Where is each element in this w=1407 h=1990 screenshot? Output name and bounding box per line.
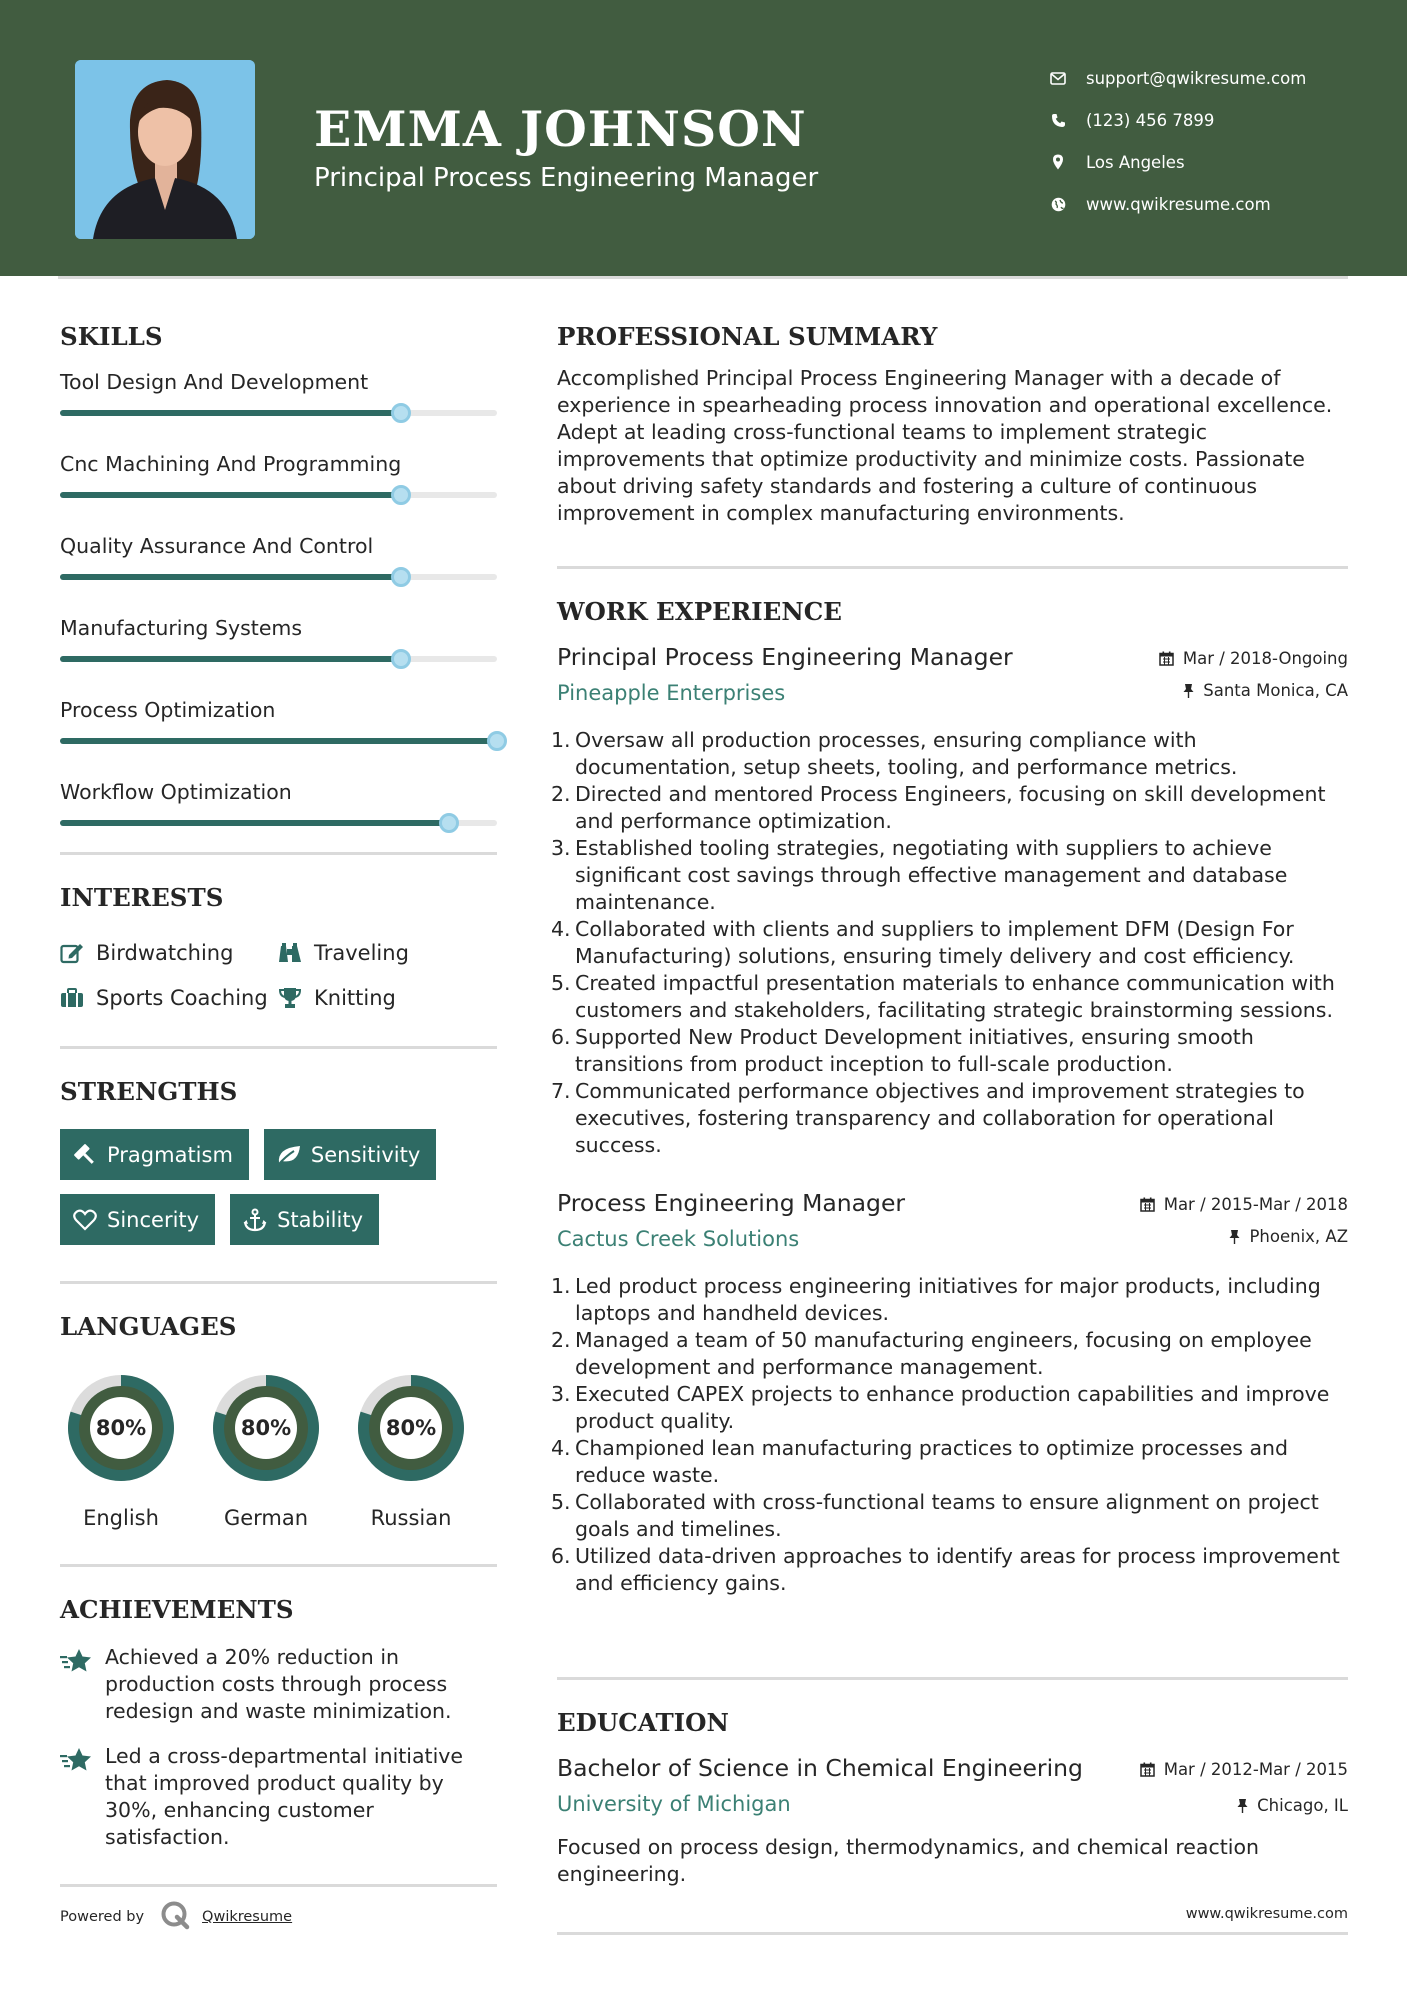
contact-location — [1050, 141, 1306, 183]
skill-bar-knob — [391, 567, 411, 587]
job-duties — [551, 1273, 1348, 1597]
powered-by — [60, 1900, 292, 1934]
globe-icon — [1050, 196, 1066, 212]
skill-bar-knob — [439, 813, 459, 833]
skill-bar — [60, 410, 497, 416]
language-item — [350, 1367, 495, 1530]
job-location-text: Phoenix, AZ — [1249, 1227, 1348, 1246]
skill-name: Quality Assurance And Control — [60, 534, 374, 558]
job-entry — [551, 1189, 1348, 1597]
skills-section — [60, 322, 497, 859]
education-date — [1140, 1760, 1348, 1779]
strength-tag — [230, 1194, 379, 1245]
candidate-title: Principal Process Engineering Manager — [314, 163, 819, 193]
job-duty: 3. Executed CAPEX projects to enhance production capabilities and improve product quality. — [551, 1382, 1330, 1433]
job-date — [1159, 649, 1348, 668]
job-duty: 5. Created impactful presentation materials to enhance communication with customers and stakeholders, facilitating strategic brainstorming sessions. — [551, 971, 1335, 1022]
job-duty: 6. Utilized data-driven approaches to identify areas for process improvement and efficiency gains. — [551, 1544, 1340, 1595]
skill-bar-fill — [60, 820, 449, 826]
education-description: Focused on process design, thermodynamics, and chemical reaction engineering. — [557, 1835, 1260, 1886]
language-percent: 80% — [385, 1416, 437, 1440]
anchor-icon — [242, 1207, 268, 1233]
skill-name: Workflow Optimization — [60, 780, 292, 804]
leaf-icon — [276, 1142, 302, 1168]
qwikresume-logo-icon — [160, 1900, 190, 1934]
contact-website-text: www.qwikresume.com — [1086, 194, 1271, 214]
job-title: Principal Process Engineering Manager — [557, 643, 1013, 671]
language-name: German — [223, 1506, 309, 1530]
summary-text: Accomplished Principal Process Engineering Manager with a decade of experience in spearheading process innovation and operational excellence. Adept at leading cross-functional teams to implement strategic improvements that optimize productivity and minimize costs. Passionate about driving safety standards and fostering a culture of continuous improvement in complex manufacturing environments. — [557, 366, 1333, 525]
education-entry — [557, 1754, 1348, 1888]
interest-label: Traveling — [314, 941, 409, 965]
language-item — [60, 1367, 205, 1530]
skill-bar-knob — [487, 731, 507, 751]
job-duty: 7. Communicated performance objectives and improvement strategies to executives, fostering transparency and collaboration for operational success. — [551, 1079, 1305, 1157]
footer-url[interactable]: www.qwikresume.com — [1185, 1906, 1348, 1922]
section-divider — [557, 566, 1348, 569]
section-divider — [60, 1884, 497, 1887]
experience-heading: WORK EXPERIENCE — [557, 597, 842, 626]
skill-bar-knob — [391, 485, 411, 505]
skill-item — [60, 531, 497, 580]
contact-website[interactable] — [1050, 183, 1306, 225]
skill-bar — [60, 574, 497, 580]
skill-name: Tool Design And Development — [60, 370, 369, 394]
strength-tag — [60, 1194, 215, 1245]
skill-name: Cnc Machining And Programming — [60, 452, 402, 476]
job-location-text: Santa Monica, CA — [1203, 681, 1348, 700]
strengths-list — [60, 1129, 497, 1245]
language-percent: 80% — [240, 1416, 292, 1440]
skills-heading: SKILLS — [60, 322, 163, 351]
school-name: University of Michigan — [557, 1792, 791, 1816]
heart-icon — [72, 1207, 98, 1233]
pushpin-icon — [1237, 1798, 1248, 1813]
job-company: Cactus Creek Solutions — [557, 1227, 800, 1251]
education-heading: EDUCATION — [557, 1708, 729, 1737]
skill-bar-fill — [60, 574, 401, 580]
job-duty: 1. Led product process engineering initiatives for major products, including laptops and handheld devices. — [551, 1274, 1321, 1325]
trophy-icon — [278, 986, 302, 1010]
job-duty: 1. Oversaw all production processes, ensuring compliance with documentation, setup sheets, tooling, and performance metrics. — [551, 728, 1238, 779]
education-location — [1237, 1796, 1348, 1815]
strength-label: Sincerity — [107, 1207, 200, 1232]
language-name: English — [83, 1506, 159, 1530]
contact-location-text: Los Angeles — [1086, 152, 1185, 172]
job-location — [1183, 681, 1348, 700]
candidate-name: EMMA JOHNSON — [314, 100, 807, 158]
pushpin-icon — [1183, 683, 1194, 698]
job-company: Pineapple Enterprises — [557, 681, 786, 705]
language-donut — [60, 1367, 182, 1489]
skill-item — [60, 777, 497, 826]
section-divider — [557, 1677, 1348, 1680]
strength-tag — [264, 1129, 436, 1180]
strengths-section — [60, 1077, 497, 1245]
interest-item — [278, 984, 497, 1012]
interest-item — [60, 984, 278, 1012]
achievements-heading: ACHIEVEMENTS — [60, 1595, 294, 1624]
strength-label: Stability — [277, 1207, 364, 1232]
section-divider — [60, 852, 497, 855]
job-duties — [551, 727, 1348, 1159]
skill-bar-fill — [60, 492, 401, 498]
binoculars-icon — [278, 941, 302, 965]
education-header — [557, 1754, 1348, 1824]
languages-heading: LANGUAGES — [60, 1312, 237, 1341]
education-date-text: Mar / 2012-Mar / 2015 — [1163, 1760, 1348, 1779]
degree-title: Bachelor of Science in Chemical Engineering — [557, 1754, 1083, 1782]
qwikresume-link[interactable]: Qwikresume — [202, 1909, 293, 1925]
strengths-heading: STRENGTHS — [60, 1077, 238, 1106]
strength-tag — [60, 1129, 249, 1180]
section-divider — [60, 1564, 497, 1567]
languages-section — [60, 1312, 497, 1530]
language-item — [205, 1367, 350, 1530]
contact-phone-text: (123) 456 7899 — [1086, 110, 1215, 130]
achievements-section — [60, 1595, 497, 1851]
education-location-text: Chicago, IL — [1257, 1796, 1348, 1815]
skill-name: Manufacturing Systems — [60, 616, 303, 640]
language-name: Russian — [370, 1506, 452, 1530]
job-duty: 5. Collaborated with cross-functional teams to ensure alignment on project goals and timelines. — [551, 1490, 1319, 1541]
skill-bar-knob — [391, 403, 411, 423]
interest-label: Knitting — [314, 986, 396, 1010]
strength-label: Sensitivity — [310, 1142, 421, 1167]
skill-bar — [60, 820, 497, 826]
envelope-icon — [1050, 70, 1066, 86]
contact-list — [1050, 57, 1306, 225]
skill-item — [60, 449, 497, 498]
skill-bar — [60, 738, 497, 744]
header-divider — [58, 276, 1348, 279]
job-duty: 4. Championed lean manufacturing practices to optimize processes and reduce waste. — [551, 1436, 1289, 1487]
gavel-icon — [72, 1142, 98, 1168]
interest-label: Sports Coaching — [96, 986, 268, 1010]
job-duty: 4. Collaborated with clients and suppliers to implement DFM (Design For Manufacturing) solutions, ensuring timely delivery and cost efficiency. — [551, 917, 1295, 968]
summary-section — [557, 322, 1348, 527]
achievement-item — [60, 1743, 497, 1851]
job-date — [1140, 1195, 1348, 1214]
achievement-text: Led a cross-departmental initiative that improved product quality by 30%, enhancing customer satisfaction. — [105, 1744, 464, 1849]
interests-list — [60, 939, 497, 1012]
skill-bar-fill — [60, 656, 401, 662]
map-pin-icon — [1050, 154, 1066, 170]
job-location — [1229, 1227, 1348, 1246]
skill-item — [60, 613, 497, 662]
summary-heading: PROFESSIONAL SUMMARY — [557, 322, 938, 351]
experience-section — [551, 597, 1348, 1597]
interest-label: Birdwatching — [96, 941, 234, 965]
language-donut — [205, 1367, 327, 1489]
languages-list — [60, 1367, 497, 1530]
briefcase-icon — [60, 986, 84, 1010]
pushpin-icon — [1229, 1229, 1240, 1244]
skill-bar-knob — [391, 649, 411, 669]
pencil-square-icon — [60, 941, 84, 965]
job-duty: 2. Managed a team of 50 manufacturing engineers, focusing on employee development and performance management. — [551, 1328, 1312, 1379]
skills-list — [60, 367, 497, 826]
contact-email[interactable] — [1050, 57, 1306, 99]
job-duty: 6. Supported New Product Development initiatives, ensuring smooth transitions from product inception to full-scale production. — [551, 1025, 1254, 1076]
interests-heading: INTERESTS — [60, 883, 224, 912]
job-duty: 3. Established tooling strategies, negotiating with suppliers to achieve significant cost savings through effective management and database maintenance. — [551, 836, 1288, 914]
job-date-text: Mar / 2015-Mar / 2018 — [1163, 1195, 1348, 1214]
achievement-item — [60, 1644, 497, 1725]
achievement-text: Achieved a 20% reduction in production costs through process redesign and waste minimization. — [105, 1645, 452, 1723]
interests-section — [60, 883, 497, 1012]
calendar-icon — [1140, 1762, 1155, 1777]
interest-item — [60, 939, 278, 967]
calendar-icon — [1140, 1197, 1155, 1212]
skill-bar — [60, 492, 497, 498]
skill-bar-fill — [60, 738, 497, 744]
job-duty: 2. Directed and mentored Process Engineers, focusing on skill development and performance optimization. — [551, 782, 1326, 833]
skill-item — [60, 695, 497, 744]
job-title: Process Engineering Manager — [557, 1189, 906, 1217]
skill-bar — [60, 656, 497, 662]
language-percent: 80% — [95, 1416, 147, 1440]
strength-label: Pragmatism — [107, 1142, 233, 1167]
star-icon — [60, 1743, 94, 1851]
footer-divider — [557, 1932, 1348, 1935]
job-header — [557, 643, 1348, 713]
star-icon — [60, 1644, 94, 1725]
section-divider — [60, 1046, 497, 1049]
skill-name: Process Optimization — [60, 698, 276, 722]
contact-email-text: support@qwikresume.com — [1086, 68, 1307, 88]
phone-icon — [1050, 112, 1066, 128]
resume-header — [0, 0, 1407, 276]
section-divider — [60, 1281, 497, 1284]
job-header — [557, 1189, 1348, 1259]
interest-item — [278, 939, 497, 967]
skill-item — [60, 367, 497, 416]
calendar-icon — [1159, 651, 1174, 666]
job-entry — [551, 643, 1348, 1159]
education-section — [557, 1708, 1348, 1888]
skill-bar-fill — [60, 410, 401, 416]
powered-by-label: Powered by — [60, 1909, 145, 1925]
job-date-text: Mar / 2018-Ongoing — [1182, 649, 1348, 668]
contact-phone[interactable] — [1050, 99, 1306, 141]
profile-photo — [75, 60, 255, 239]
language-donut — [350, 1367, 472, 1489]
